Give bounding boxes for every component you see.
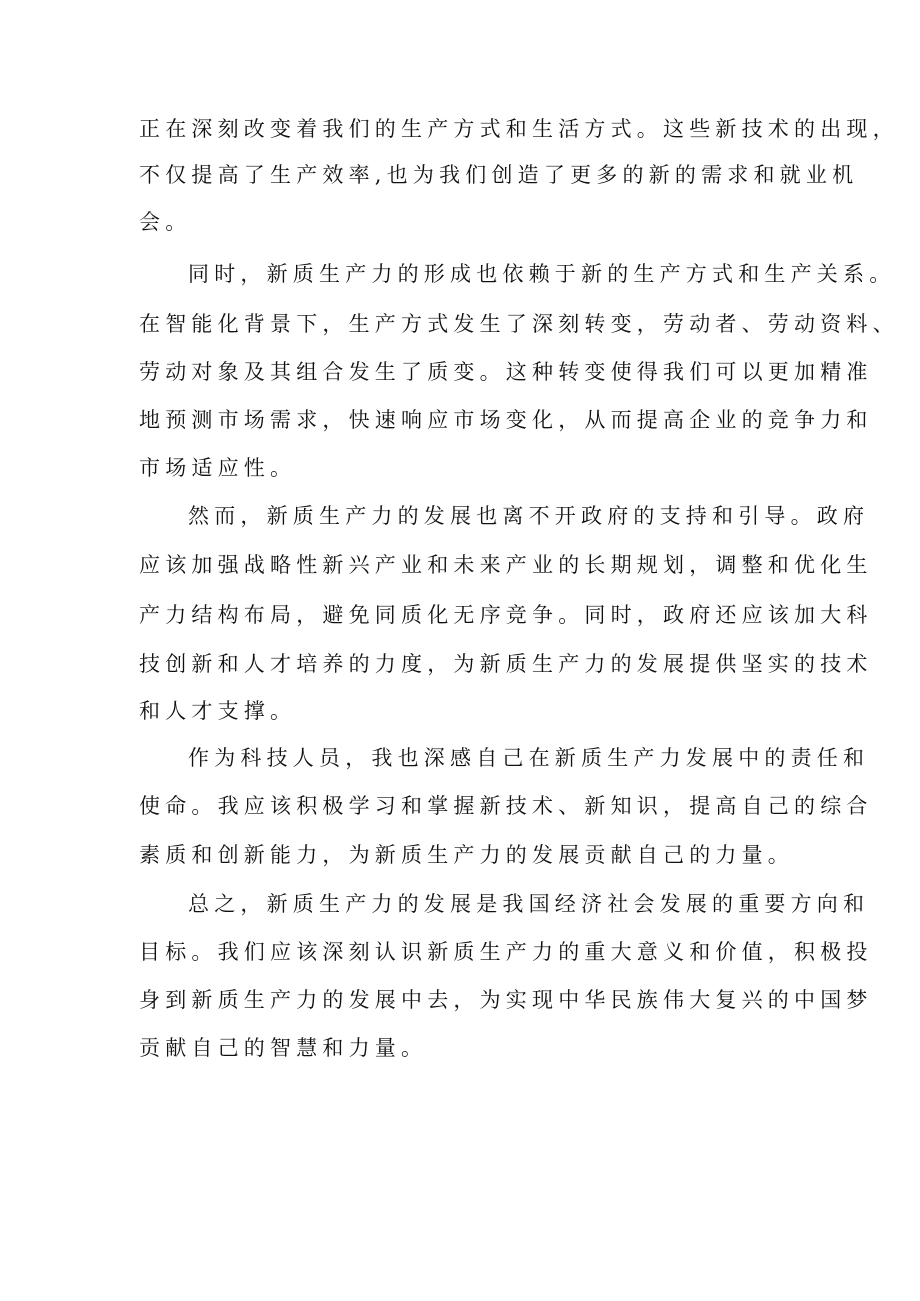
- text-line: 正在深刻改变着我们的生产方式和生活方式。这些新技术的出现，: [139, 117, 899, 141]
- paragraph-first-line: 然而，新质生产力的发展也离不开政府的支持和引导。政府: [188, 504, 870, 528]
- text-line: 使命。我应该积极学习和掌握新技术、新知识，提高自己的综合: [139, 794, 873, 818]
- text-line: 贡献自己的智慧和力量。: [139, 1036, 428, 1060]
- paragraph-first-line: 同时，新质生产力的形成也依赖于新的生产方式和生产关系。: [188, 262, 896, 286]
- paragraph-first-line: 总之，新质生产力的发展是我国经济社会发展的重要方向和: [188, 892, 870, 916]
- text-line: 在智能化背景下，生产方式发生了深刻转变，劳动者、劳动资料、: [139, 312, 899, 336]
- text-line: 身到新质生产力的发展中去，为实现中华民族伟大复兴的中国梦: [139, 988, 873, 1012]
- paragraph-first-line: 作为科技人员，我也深感自己在新质生产力发展中的责任和: [188, 746, 870, 770]
- text-line: 技创新和人才培养的力度，为新质生产力的发展提供坚实的技术: [139, 652, 873, 676]
- text-line: 产力结构布局，避免同质化无序竞争。同时，政府还应该加大科: [139, 603, 873, 627]
- text-line: 地预测市场需求，快速响应市场变化，从而提高企业的竞争力和: [139, 408, 873, 432]
- text-line: 会。: [139, 210, 192, 234]
- text-line: 市场适应性。: [139, 456, 297, 480]
- text-line: 素质和创新能力，为新质生产力的发展贡献自己的力量。: [139, 843, 794, 867]
- text-line: 和人才支撑。: [139, 699, 297, 723]
- text-line: 劳动对象及其组合发生了质变。这种转变使得我们可以更加精准: [139, 360, 873, 384]
- text-line: 不仅提高了生产效率,也为我们创造了更多的新的需求和就业机: [139, 163, 859, 187]
- text-line: 应该加强战略性新兴产业和未来产业的长期规划，调整和优化生: [139, 553, 873, 577]
- text-line: 目标。我们应该深刻认识新质生产力的重大意义和价值，积极投: [139, 940, 873, 964]
